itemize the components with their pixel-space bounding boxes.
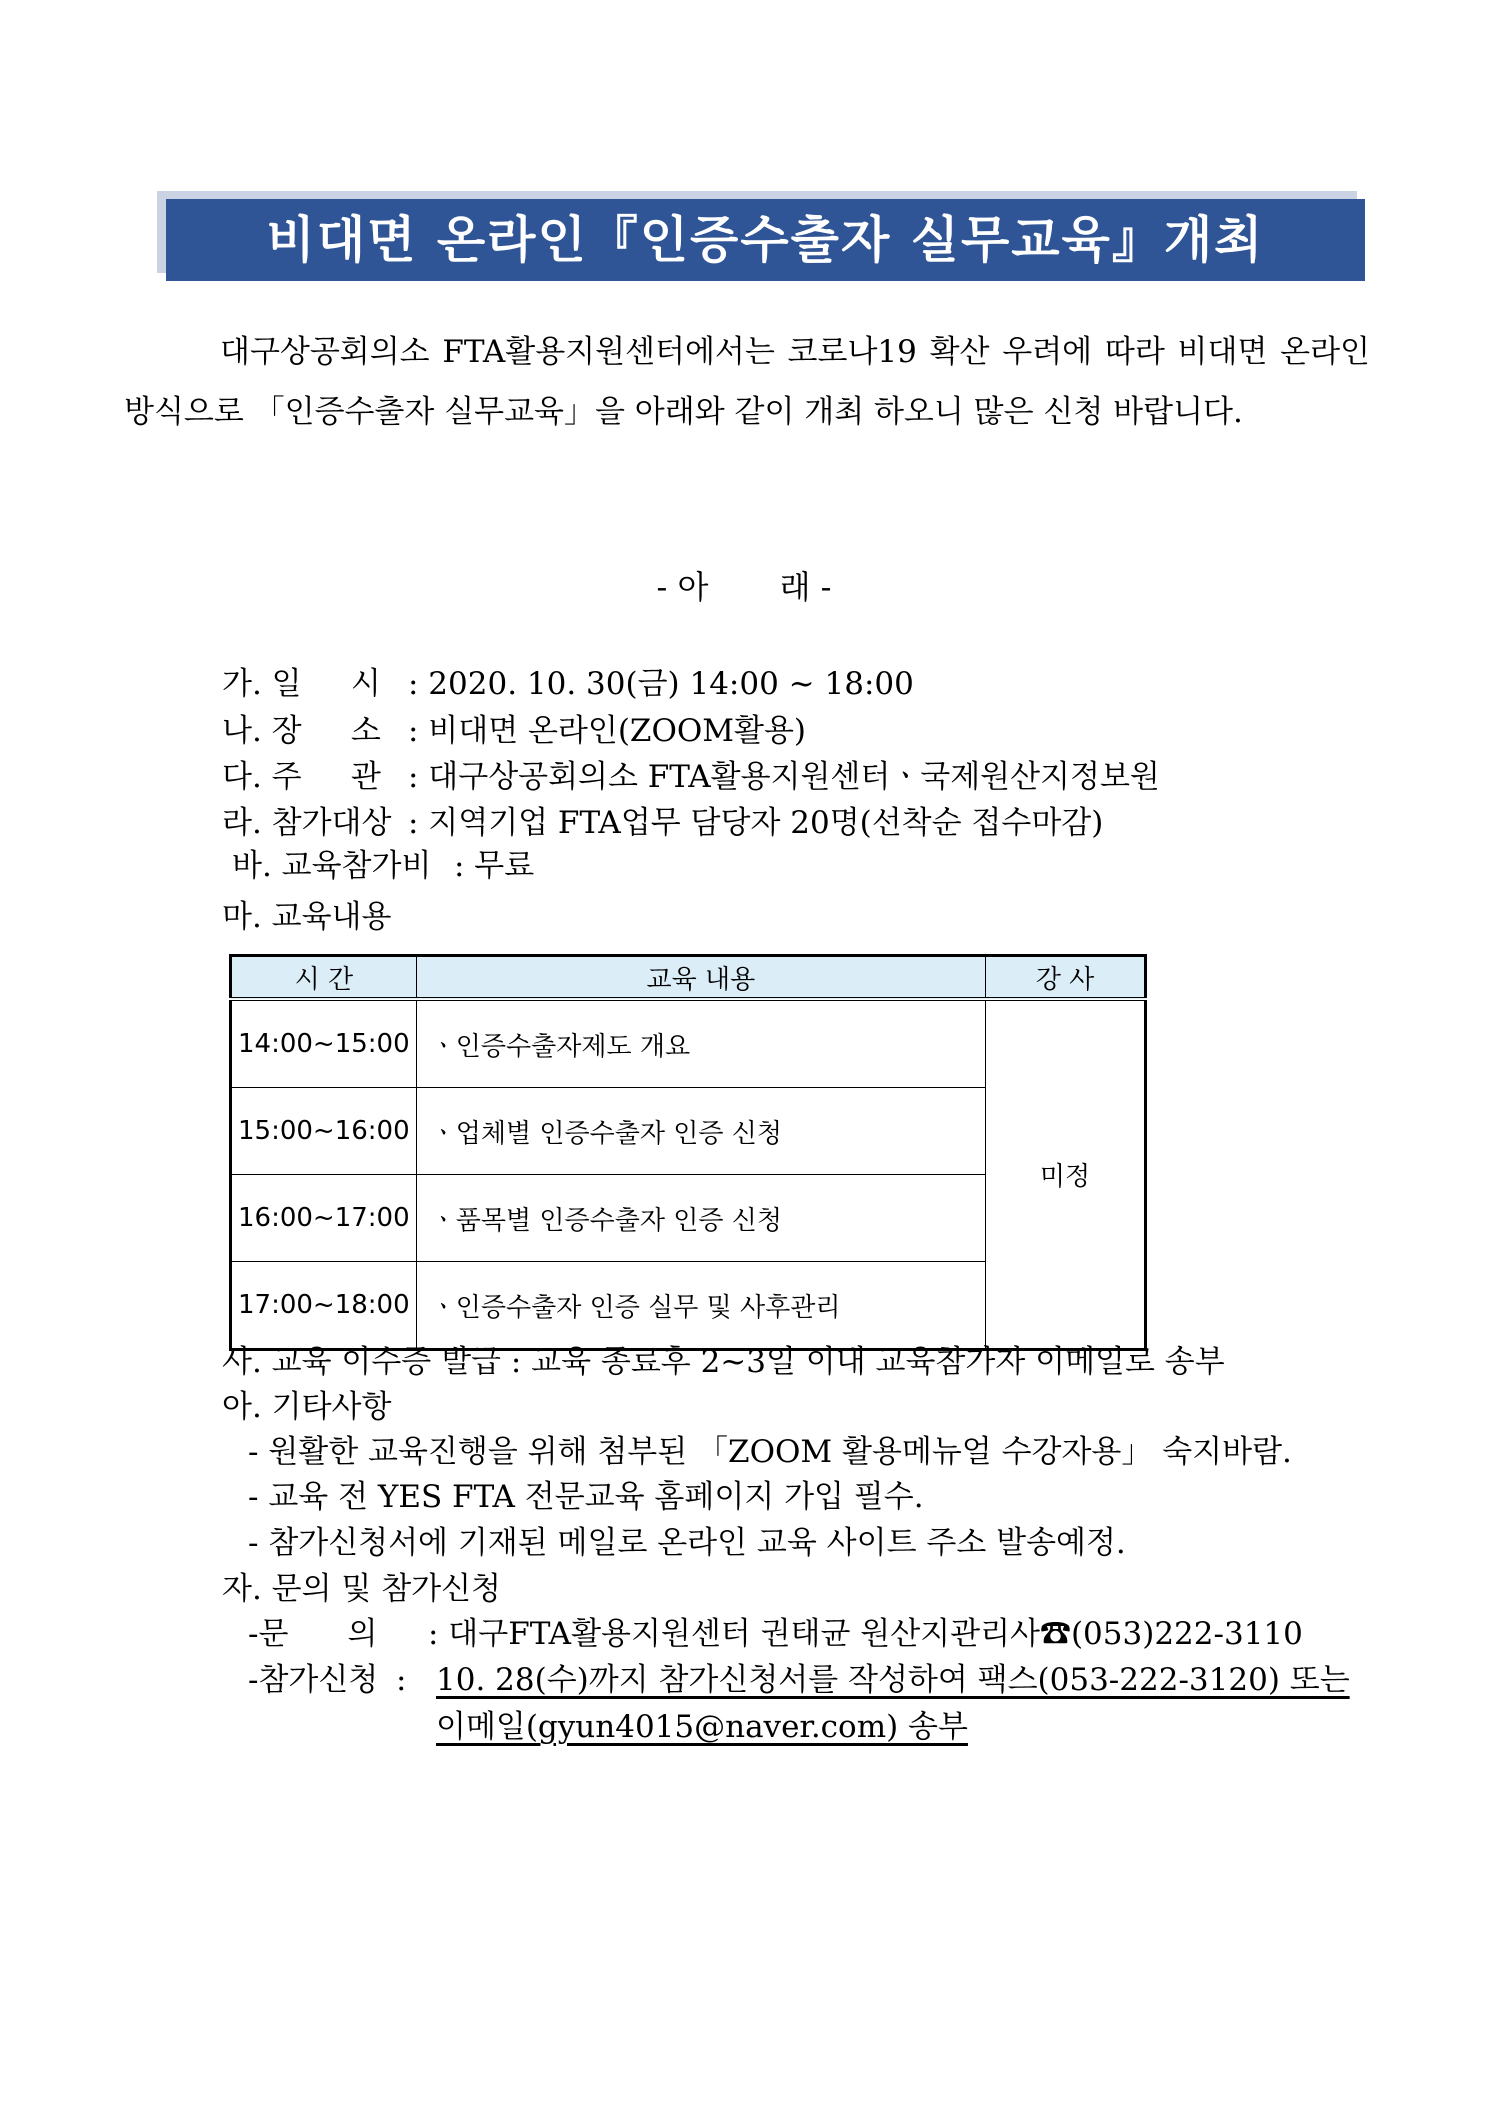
document-title: 비대면 온라인『인증수출자 실무교육』개최 bbox=[166, 199, 1365, 281]
contact-apply bbox=[248, 1660, 1350, 1700]
schedule-header-row bbox=[231, 956, 1146, 1000]
etc-note: - 교육 전 YES FTA 전문교육 홈페이지 가입 필수. bbox=[248, 1479, 924, 1515]
row-time: 16:00~17:00 bbox=[231, 1175, 417, 1262]
row-content: ㆍ품목별 인증수출자 인증 신청 bbox=[416, 1175, 985, 1262]
header-instructor: 강 사 bbox=[986, 956, 1146, 1000]
item-place bbox=[222, 711, 806, 751]
item-etc-heading: 아. 기타사항 bbox=[222, 1389, 392, 1425]
item-content-heading: 마. 교육내용 bbox=[222, 899, 392, 935]
row-time: 17:00~18:00 bbox=[231, 1262, 417, 1350]
contact-inquiry bbox=[248, 1614, 1303, 1654]
header-content: 교육 내용 bbox=[416, 956, 985, 1000]
item-target-value: : 지역기업 FTA업무 담당자 20명(선착순 접수마감) bbox=[408, 805, 1104, 841]
header-time: 시 간 bbox=[231, 956, 417, 1000]
item-target-label: 라. 참가대상 bbox=[222, 805, 392, 841]
item-certificate: 사. 교육 이수증 발급 : 교육 종료후 2~3일 이내 교육참가자 이메일로 송부 bbox=[222, 1344, 1225, 1380]
table-row bbox=[231, 999, 1146, 1088]
notice-mark: - 아 래 - bbox=[656, 568, 832, 606]
intro-text: 대구상공회의소 FTA활용지원센터에서는 코로나19 확산 우려에 따라 비대면 온라인 방식으로 「인증수출자 실무교육」을 아래와 같이 개최 하오니 많은 신청 바랍니다. bbox=[124, 334, 1370, 430]
apply-text-line1: 10. 28(수)까지 참가신청서를 작성하여 팩스(053-222-3120) 또는 bbox=[436, 1662, 1350, 1698]
row-time: 15:00~16:00 bbox=[231, 1088, 417, 1175]
item-host bbox=[222, 757, 1160, 797]
item-date bbox=[222, 664, 914, 704]
row-content: ㆍ업체별 인증수출자 인증 신청 bbox=[416, 1088, 985, 1175]
item-date-label: 가. 일 시 bbox=[222, 666, 381, 702]
item-target bbox=[222, 803, 1103, 843]
item-fee-label: 바. 교육참가비 bbox=[232, 848, 432, 884]
apply-colon: : bbox=[396, 1662, 407, 1698]
apply-text-line2: 이메일(gyun4015@naver.com) 송부 bbox=[436, 1709, 968, 1745]
inquiry-value: : 대구FTA활용지원센터 권태균 원산지관리사☎(053)222-3110 bbox=[428, 1616, 1303, 1652]
item-place-label: 나. 장 소 bbox=[222, 713, 381, 749]
apply-label: -참가신청 bbox=[248, 1662, 379, 1698]
row-content: ㆍ인증수출자제도 개요 bbox=[416, 999, 985, 1088]
row-time: 14:00~15:00 bbox=[231, 999, 417, 1088]
etc-note: - 원활한 교육진행을 위해 첨부된 「ZOOM 활용메뉴얼 수강자용」 숙지바람. bbox=[248, 1434, 1292, 1470]
item-fee bbox=[232, 846, 534, 886]
row-content: ㆍ인증수출자 인증 실무 및 사후관리 bbox=[416, 1262, 985, 1350]
etc-note: - 참가신청서에 기재된 메일로 온라인 교육 사이트 주소 발송예정. bbox=[248, 1525, 1126, 1561]
item-fee-value: : 무료 bbox=[454, 848, 535, 884]
item-place-value: : 비대면 온라인(ZOOM활용) bbox=[408, 713, 807, 749]
item-host-value: : 대구상공회의소 FTA활용지원센터ㆍ국제원산지정보원 bbox=[408, 759, 1160, 795]
contact-apply-line2 bbox=[436, 1707, 968, 1747]
inquiry-label: -문 의 bbox=[248, 1616, 378, 1652]
instructor-cell: 미정 bbox=[986, 999, 1146, 1350]
item-contact-heading: 자. 문의 및 참가신청 bbox=[222, 1571, 501, 1607]
intro-paragraph bbox=[124, 322, 1370, 442]
item-host-label: 다. 주 관 bbox=[222, 759, 381, 795]
schedule-table bbox=[229, 954, 1147, 1351]
item-date-value: : 2020. 10. 30(금) 14:00 ~ 18:00 bbox=[408, 666, 914, 702]
